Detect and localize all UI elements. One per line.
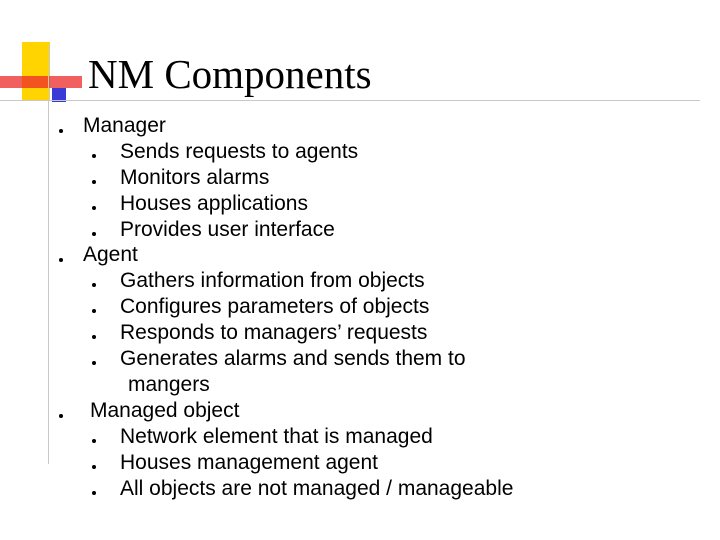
list-item-continuation: mangers (128, 373, 210, 396)
list-item: Provides user interface (120, 218, 335, 241)
sub-bullet-icon (92, 180, 96, 184)
sub-bullet-icon (92, 309, 96, 313)
list-item: Responds to managers’ requests (120, 321, 428, 344)
list-item: Configures parameters of objects (120, 295, 430, 318)
list-item: Gathers information from objects (120, 269, 425, 292)
list-item: Houses management agent (120, 451, 378, 474)
sub-bullet-icon (92, 439, 96, 443)
slide-title: NM Components (88, 51, 372, 97)
sub-bullet-icon (92, 491, 96, 495)
sub-bullet-icon (92, 283, 96, 287)
list-item: Monitors alarms (120, 166, 270, 189)
list-item: All objects are not managed / manageable (120, 477, 514, 500)
bullet-icon (59, 129, 63, 133)
sub-bullet-icon (92, 206, 96, 210)
sub-bullet-icon (92, 465, 96, 469)
list-item: Houses applications (120, 192, 308, 215)
section-heading: Manager (83, 114, 166, 137)
list-item: Generates alarms and sends them to (120, 347, 466, 370)
sub-bullet-icon (92, 232, 96, 236)
section-heading: Agent (83, 243, 138, 266)
bullet-icon (59, 414, 63, 418)
list-item: Network element that is managed (120, 425, 433, 448)
section-heading: Managed object (90, 399, 240, 422)
sub-bullet-icon (92, 361, 96, 365)
sub-bullet-icon (92, 154, 96, 158)
bullet-icon (59, 258, 63, 262)
list-item: Sends requests to agents (120, 140, 359, 163)
sub-bullet-icon (92, 335, 96, 339)
